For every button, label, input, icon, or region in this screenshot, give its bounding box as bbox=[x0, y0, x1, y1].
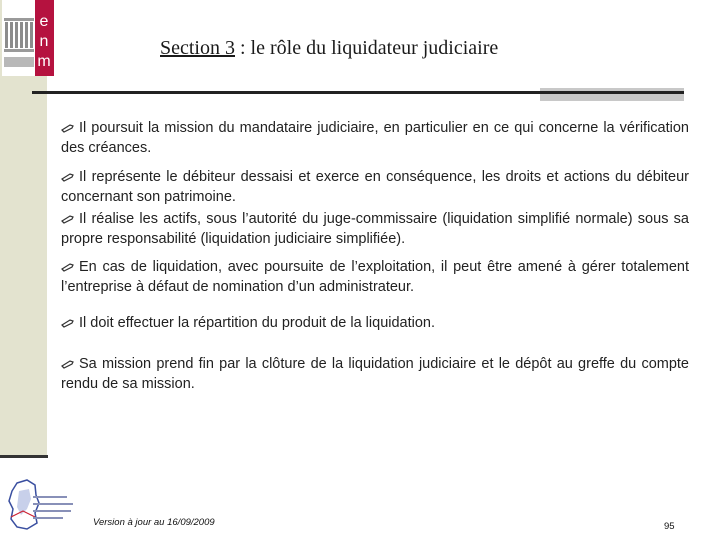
logo-letter-n: n bbox=[39, 33, 49, 50]
paragraph-6: Sa mission prend fin par la clôture de la liquidation judiciaire et le dépôt au greffe du compte rendu de sa mission. bbox=[61, 356, 689, 392]
enm-logo-icon bbox=[2, 0, 55, 76]
logo-letter-m: m bbox=[37, 53, 51, 70]
title-section: Section 3 bbox=[160, 37, 235, 59]
page-title bbox=[160, 37, 498, 60]
pen-icon bbox=[61, 172, 75, 182]
paragraph-5: Il doit effectuer la répartition du produit de la liquidation. bbox=[61, 313, 689, 333]
left-band-line bbox=[0, 455, 48, 458]
pen-icon bbox=[61, 359, 75, 369]
pen-icon bbox=[61, 123, 75, 133]
paragraph-3: Il réalise les actifs, sous l’autorité du juge-commissaire (liquidation simplifié normale) sous sa propre responsabilité (liquidation judiciaire simplifiée). bbox=[61, 211, 689, 247]
pen-icon bbox=[61, 214, 75, 224]
page-number: 95 bbox=[664, 521, 675, 532]
paragraph-2: Il représente le débiteur dessaisi et exerce en conséquence, les droits et actions du débiteur concernant son patrimoine. bbox=[61, 169, 689, 205]
seal-icon bbox=[5, 477, 81, 535]
header-rule bbox=[32, 91, 684, 94]
footer-version: Version à jour au 16/09/2009 bbox=[93, 517, 215, 528]
title-rest: : le rôle du liquidateur judiciaire bbox=[235, 37, 499, 59]
logo-letter-e: e bbox=[39, 13, 49, 30]
paragraph-1: Il poursuit la mission du mandataire judiciaire, en particulier en ce qui concerne la vérification des créances. bbox=[61, 120, 689, 156]
pen-icon bbox=[61, 318, 75, 328]
paragraph-4: En cas de liquidation, avec poursuite de l’exploitation, il peut être amené à gérer totalement l’entreprise à défaut de nomination d’un administrateur. bbox=[61, 259, 689, 295]
header-rule-accent bbox=[540, 88, 684, 101]
pen-icon bbox=[61, 262, 75, 272]
